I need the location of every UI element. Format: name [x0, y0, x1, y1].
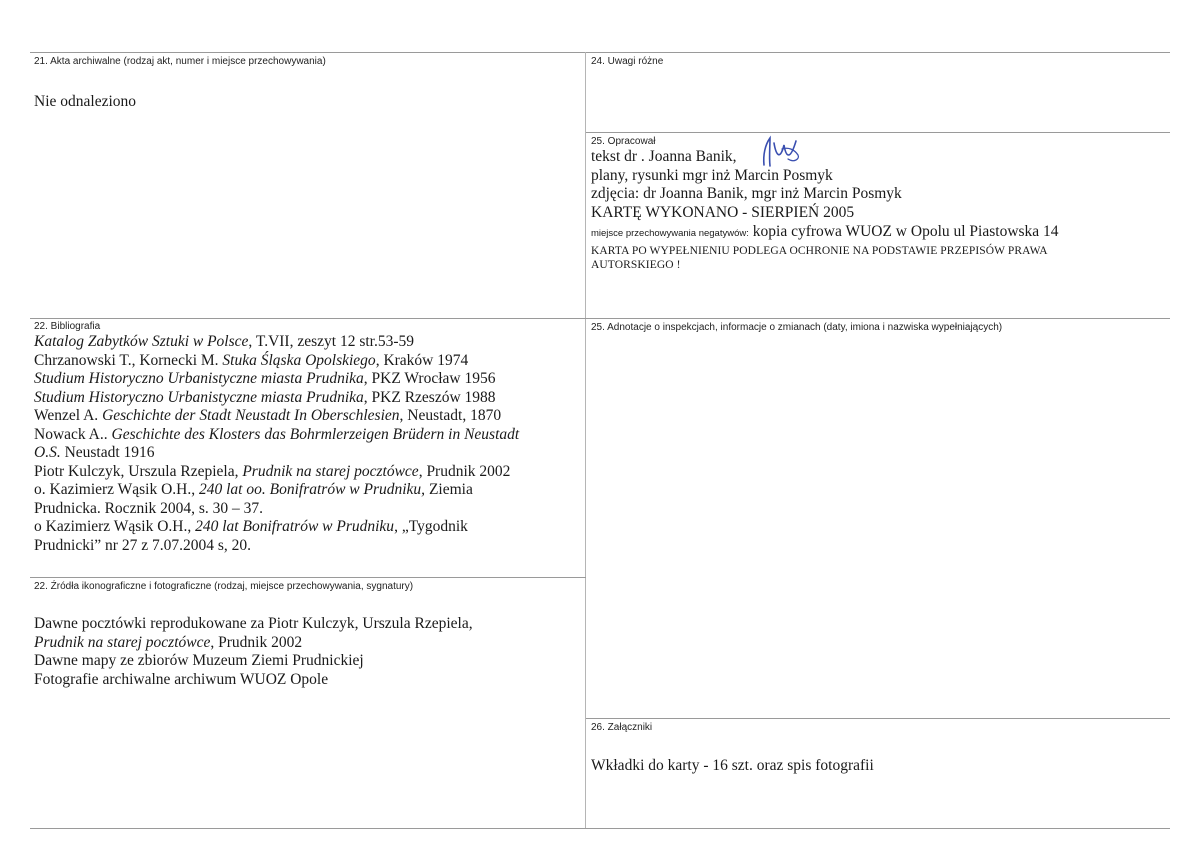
negatives-label: miejsce przechowywania negatywów:	[591, 228, 749, 239]
bibliography-entry-cont: Prudnicka. Rocznik 2004, s. 30 – 37.	[34, 499, 264, 517]
copyright-line-1: KARTA PO WYPEŁNIENIU PODLEGA OCHRONIE NA PODSTAWIE PRZEPISÓW PRAWA	[591, 244, 1048, 257]
section-21-value: Nie odnaleziono	[34, 93, 137, 110]
bibliography-list	[34, 333, 519, 555]
copyright-line-2: AUTORSKIEGO !	[591, 258, 681, 271]
rule-right-26	[586, 718, 1170, 719]
author-line-plans: plany, rysunki mgr inż Marcin Posmyk	[591, 166, 833, 184]
section-26-label: 26. Załączniki	[591, 722, 653, 733]
bibliography-entry: Studium Historyczno Urbanistyczne miasta Prudnika, PKZ Rzeszów 1988	[34, 388, 496, 406]
bibliography-entry: o Kazimierz Wąsik O.H., 240 lat Bonifratrów w Prudniku, „Tygodnik	[34, 518, 468, 535]
sources-line: Prudnik na starej pocztówce, Prudnik 2002	[34, 633, 303, 651]
rule-left-sources	[30, 577, 586, 578]
bibliography-entry: o. Kazimierz Wąsik O.H., 240 lat oo. Bonifratrów w Prudniku, Ziemia	[34, 481, 473, 498]
bibliography-entry-cont: Prudnicki” nr 27 z 7.07.2004 s, 20.	[34, 536, 251, 554]
section-26-value: Wkładki do karty - 16 szt. oraz spis fotografii	[591, 757, 874, 774]
sources-line: Fotografie archiwalne archiwum WUOZ Opole	[34, 670, 329, 688]
section-25-annotations-label: 25. Adnotacje o inspekcjach, informacje o zmianach (daty, imiona i nazwiska wypełniających)	[591, 322, 1003, 333]
section-22-sources-label: 22. Źródła ikonograficzne i fotograficzne (rodzaj, miejsce przechowywania, sygnatury)	[34, 581, 414, 592]
sources-list	[34, 615, 473, 689]
bottom-rule	[30, 828, 1170, 829]
center-divider	[585, 52, 586, 828]
sources-line: Dawne pocztówki reprodukowane za Piotr Kulczyk, Urszula Rzepiela,	[34, 615, 473, 632]
author-line-photos: zdjęcia: dr Joanna Banik, mgr inż Marcin Posmyk	[591, 185, 902, 202]
bibliography-entry-cont: O.S. Neustadt 1916	[34, 444, 155, 461]
sources-line: Dawne mapy ze zbiorów Muzeum Ziemi Prudnickiej	[34, 652, 364, 669]
top-rule	[30, 52, 1170, 53]
author-line-text: tekst dr . Joanna Banik,	[591, 148, 737, 165]
bibliography-entry: Wenzel A. Geschichte der Stadt Neustadt In Oberschlesien, Neustadt, 1870	[34, 407, 502, 424]
bibliography-entry: Nowack A.. Geschichte des Klosters das Bohrmlerzeigen Brüdern in Neustadt	[34, 425, 520, 443]
section-24-label: 24. Uwagi różne	[591, 56, 664, 67]
rule-mid	[30, 318, 1170, 319]
section-21-label: 21. Akta archiwalne (rodzaj akt, numer i miejsce przechowywania)	[34, 56, 326, 67]
negatives-line	[591, 223, 1059, 244]
author-block	[591, 148, 1059, 272]
bibliography-entry: Piotr Kulczyk, Urszula Rzepiela, Prudnik na starej pocztówce, Prudnik 2002	[34, 462, 511, 480]
section-25-author-label: 25. Opracował	[591, 136, 656, 147]
signature-icon	[758, 135, 808, 171]
bibliography-entry: Chrzanowski T., Kornecki M. Stuka Śląska Opolskiego, Kraków 1974	[34, 351, 469, 369]
bibliography-entry: Studium Historyczno Urbanistyczne miasta Prudnika, PKZ Wrocław 1956	[34, 370, 496, 387]
negatives-value: kopia cyfrowa WUOZ w Opolu ul Piastowska 14	[748, 223, 1059, 240]
bibliography-entry: Katalog Zabytków Sztuki w Polsce, T.VII, zeszyt 12 str.53-59	[34, 333, 414, 350]
rule-right-25	[586, 132, 1170, 133]
section-22-bibliography-label: 22. Bibliografia	[34, 321, 101, 332]
author-line-date: KARTĘ WYKONANO - SIERPIEŃ 2005	[591, 203, 855, 221]
